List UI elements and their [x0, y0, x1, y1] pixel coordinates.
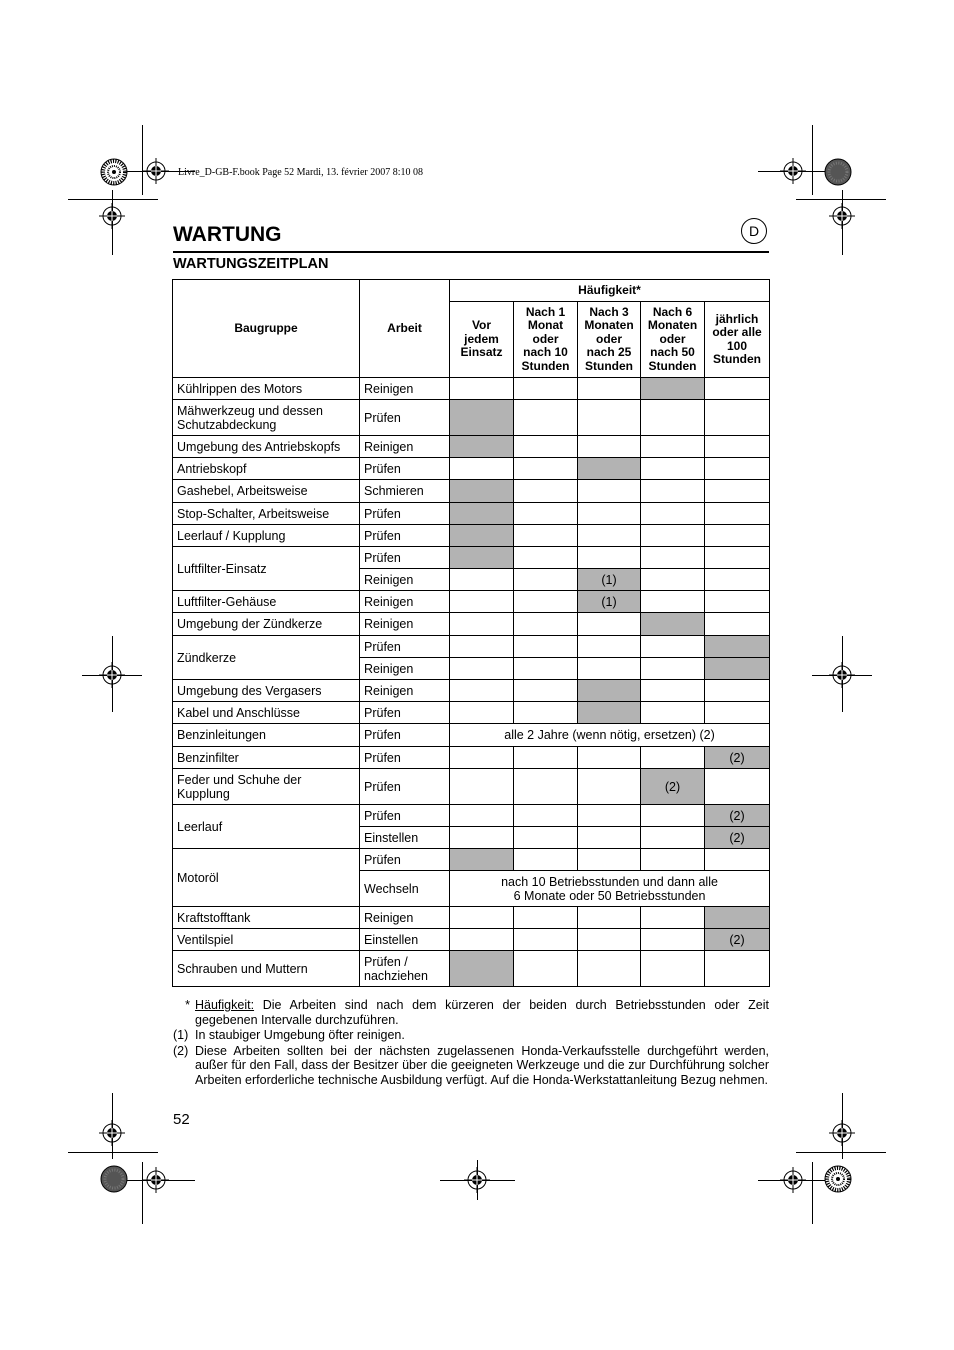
header-frequency: Häufigkeit* [450, 280, 770, 302]
work-cell: Prüfen [360, 849, 450, 871]
language-badge: D [741, 218, 767, 244]
note-ref: (1) [578, 591, 641, 613]
group-cell: Feder und Schuhe der Kupplung [173, 769, 360, 805]
work-cell: Prüfen [360, 458, 450, 480]
work-cell: Prüfen [360, 724, 450, 747]
work-cell: Prüfen [360, 400, 450, 436]
group-cell: Kraftstofftank [173, 907, 360, 929]
header-work: Arbeit [360, 280, 450, 378]
footnote-2 [173, 1044, 769, 1088]
footnote-term: Häufigkeit: [195, 998, 255, 1012]
group-cell: Luftfilter-Einsatz [173, 547, 360, 591]
header-freq-6-months: Nach 6 Monaten oder nach 50 Stunden [641, 302, 705, 378]
note-ref: (2) [705, 747, 770, 769]
header-freq-1-month: Nach 1 Monat oder nach 10 Stunden [514, 302, 578, 378]
page-number: 52 [173, 1111, 190, 1128]
footnote-star [173, 998, 769, 1027]
work-cell: Reinigen [360, 658, 450, 680]
group-cell: Leerlauf / Kupplung [173, 525, 360, 547]
work-cell: Reinigen [360, 569, 450, 591]
table-row [173, 747, 770, 769]
table-row [173, 525, 770, 547]
table-row [173, 480, 770, 503]
table-row [173, 702, 770, 724]
note-ref: (2) [641, 769, 705, 805]
group-cell: Umgebung des Vergasers [173, 680, 360, 702]
work-cell: Schmieren [360, 480, 450, 503]
table-row [173, 378, 770, 400]
table-row [173, 503, 770, 525]
table-row [173, 724, 770, 747]
group-cell: Stop-Schalter, Arbeitsweise [173, 503, 360, 525]
table-row [173, 613, 770, 636]
group-cell: Kabel und Anschlüsse [173, 702, 360, 724]
footnotes [173, 998, 769, 1089]
group-cell: Leerlauf [173, 805, 360, 849]
work-cell: Reinigen [360, 591, 450, 613]
group-cell: Umgebung des Antriebskopfs [173, 436, 360, 458]
group-cell: Benzinleitungen [173, 724, 360, 747]
work-cell: Prüfen [360, 805, 450, 827]
header-freq-each-use: Vor jedem Einsatz [450, 302, 514, 378]
group-cell: Motoröl [173, 849, 360, 907]
work-cell: Prüfen [360, 769, 450, 805]
span-note [450, 871, 770, 907]
table-row [173, 458, 770, 480]
title-rule [173, 251, 769, 253]
work-cell: Einstellen [360, 827, 450, 849]
footnote-text: In staubiger Umgebung öfter reinigen. [195, 1028, 405, 1043]
table-row [173, 769, 770, 805]
table-row [173, 929, 770, 951]
footnote-marker: * [185, 998, 190, 1012]
group-cell: Schrauben und Muttern [173, 951, 360, 987]
note-ref: (2) [705, 805, 770, 827]
group-cell: Benzinfilter [173, 747, 360, 769]
work-cell: Prüfen / nachziehen [360, 951, 450, 987]
table-row [173, 591, 770, 613]
table-row [173, 636, 770, 658]
group-cell: Kühlrippen des Motors [173, 378, 360, 400]
work-cell: Prüfen [360, 525, 450, 547]
header-freq-3-months: Nach 3 Monaten oder nach 25 Stunden [578, 302, 641, 378]
group-cell: Antriebskopf [173, 458, 360, 480]
footnote-1 [173, 1028, 769, 1043]
header-group: Baugruppe [173, 280, 360, 378]
table-row [173, 547, 770, 569]
note-ref: (1) [578, 569, 641, 591]
table-row [173, 849, 770, 871]
group-cell: Ventilspiel [173, 929, 360, 951]
work-cell: Reinigen [360, 907, 450, 929]
header-freq-yearly: jährlich oder alle 100 Stunden [705, 302, 770, 378]
table-row [173, 951, 770, 987]
group-cell: Gashebel, Arbeitsweise [173, 480, 360, 503]
work-cell: Wechseln [360, 871, 450, 907]
section-title: WARTUNGSZEITPLAN [173, 256, 329, 272]
group-cell: Zündkerze [173, 636, 360, 680]
span-note-line-1: nach 10 Betriebsstunden und dann alle [501, 874, 718, 889]
table-row [173, 907, 770, 929]
work-cell: Reinigen [360, 613, 450, 636]
footnote-text: Die Arbeiten sind nach dem kürzeren der beiden durch Betriebsstunden oder Zeit gegebenen Intervalle durchzuführen. [195, 998, 769, 1027]
work-cell: Prüfen [360, 702, 450, 724]
table-row [173, 680, 770, 702]
note-ref: (2) [705, 929, 770, 951]
work-cell: Prüfen [360, 503, 450, 525]
work-cell: Prüfen [360, 547, 450, 569]
table-row [173, 436, 770, 458]
span-note: alle 2 Jahre (wenn nötig, ersetzen) (2) [450, 724, 770, 747]
footnote-marker: (2) [173, 1043, 189, 1058]
work-cell: Prüfen [360, 747, 450, 769]
work-cell: Einstellen [360, 929, 450, 951]
table-header-row [173, 280, 770, 302]
table-row [173, 805, 770, 827]
note-ref: (2) [705, 827, 770, 849]
page-title: WARTUNG [173, 223, 282, 246]
group-cell: Mähwerkzeug und dessen Schutzabdeckung [173, 400, 360, 436]
work-cell: Prüfen [360, 636, 450, 658]
maintenance-schedule-table [172, 279, 770, 987]
group-cell: Luftfilter-Gehäuse [173, 591, 360, 613]
span-note-line-2: 6 Monate oder 50 Betriebsstunden [513, 888, 706, 903]
table-row [173, 400, 770, 436]
footnote-text: Diese Arbeiten sollten bei der nächsten zugelassenen Honda-Verkaufsstelle durchgeführt werden, außer für den Fall, dass der Besitzer über die geeigneten Werkzeuge und die zur Durchführung solcher Arbeiten erforderliche technische Ausbildung verfügt. Auf die Honda-Werkstattanleitung Bezug nehmen. [195, 1043, 769, 1087]
footnote-marker: (1) [173, 1028, 189, 1043]
work-cell: Reinigen [360, 378, 450, 400]
work-cell: Reinigen [360, 680, 450, 702]
work-cell: Reinigen [360, 436, 450, 458]
print-header: Livre_D-GB-F.book Page 52 Mardi, 13. février 2007 8:10 08 [178, 167, 423, 178]
group-cell: Umgebung der Zündkerze [173, 613, 360, 636]
